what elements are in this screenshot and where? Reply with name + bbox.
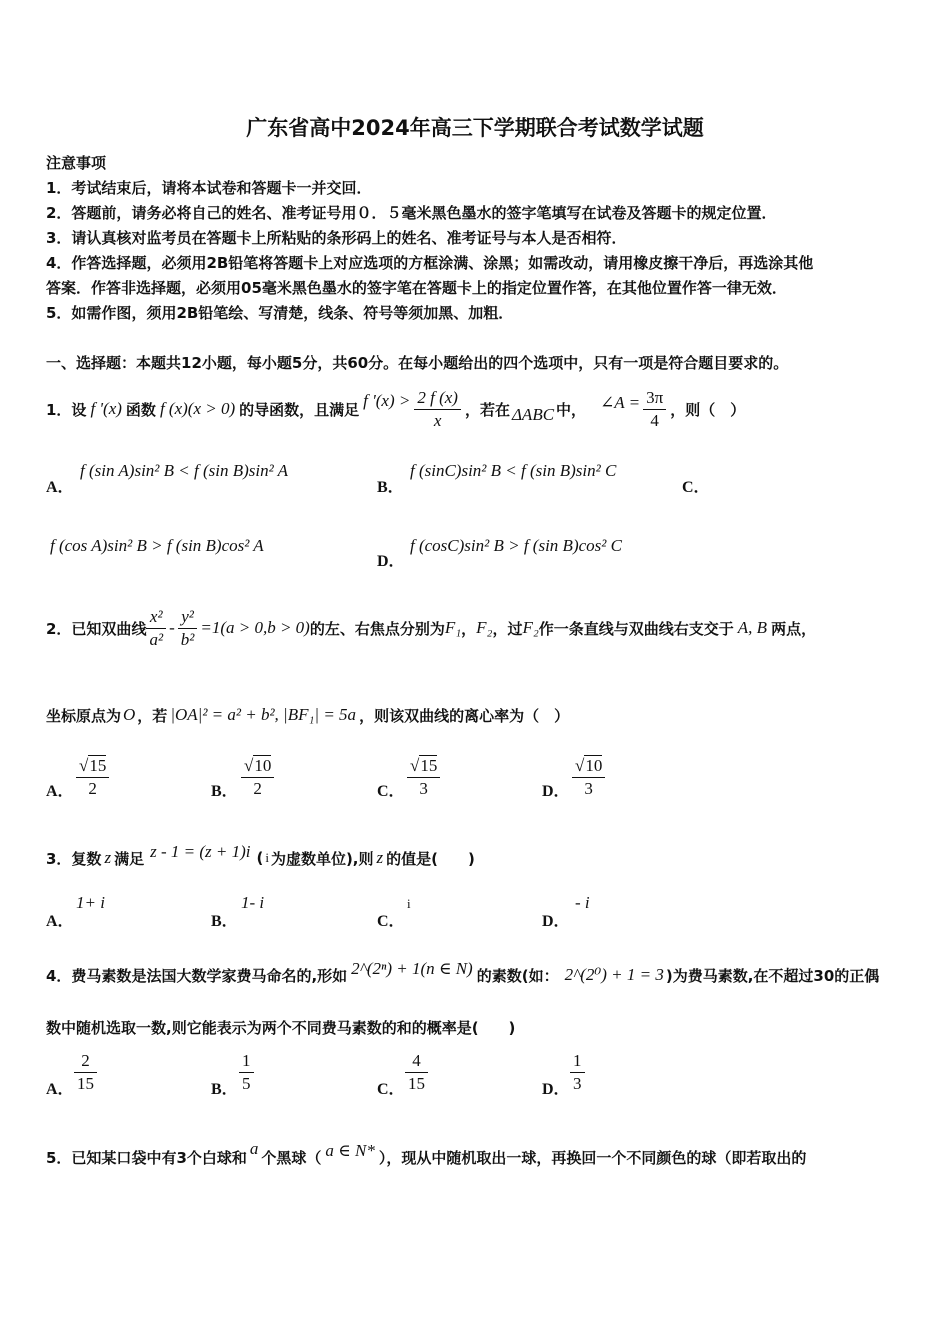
q5-text: ），现从中随机取出一球，再换回一个不同颜色的球（即若取出的	[378, 1148, 807, 1167]
notice-item: 5．如需作图，须用2B铅笔绘、写清楚，线条、符号等须加黑、加粗．	[46, 304, 514, 322]
q3-option-a[interactable]: 1+ i	[76, 893, 105, 912]
q3-option-c-label[interactable]: C．	[377, 913, 405, 930]
q1-text: ，若在	[464, 400, 510, 419]
q1-fraction: $\frac{2 f (x)}{x}$	[414, 387, 461, 432]
q2-option-a[interactable]: $\frac{√15}{2}$	[76, 755, 109, 800]
q3-text: 为虚数单位),则	[270, 849, 374, 868]
q2-text: 坐标原点为	[46, 706, 122, 725]
question-2-line2	[46, 700, 569, 730]
section-heading: 一、选择题：本题共12小题，每小题5分，共60分。在每小题给出的四个选项中，只有一项是符合题目要求的。	[46, 354, 789, 372]
question-4-line2: 数中随机选取一数,则它能表示为两个不同费马素数的和的概率是( )	[46, 1019, 516, 1037]
q1-option-b[interactable]: f (sinC)sin² B < f (sin B)sin² C	[410, 461, 617, 480]
q1-math: ∠A =	[600, 393, 641, 412]
notice-item: 4．作答选择题，必须用2B铅笔将答题卡上对应选项的方框涂满、涂黑；如需改动，请用橡皮擦干净后，再选涂其他	[46, 254, 814, 272]
q1-option-d[interactable]: f (cosC)sin² B > f (sin B)cos² C	[410, 536, 622, 555]
q4-math: 2^(2⁰) + 1 = 3	[564, 965, 664, 984]
q2-math: A, B	[737, 618, 768, 637]
notice-item: 2．答题前，请务必将自己的姓名、准考证号用０．５毫米黑色墨水的签字笔填写在试卷及答题卡的规定位置．	[46, 204, 777, 222]
q4-option-a-label[interactable]: A．	[46, 1081, 74, 1098]
question-3	[46, 843, 475, 873]
q1-math: f '(x) >	[363, 391, 411, 410]
q1-option-c-label[interactable]: C．	[682, 479, 710, 496]
q2-text: 两点，	[771, 619, 817, 638]
q5-math: a ∈ N*	[325, 1141, 375, 1160]
notice-item: 答案．作答非选择题，必须用05毫米黑色墨水的签字笔在答题卡上的指定位置作答，在其他位置作答一律无效．	[46, 279, 787, 297]
q2-option-c[interactable]: $\frac{√15}{3}$	[407, 755, 440, 800]
question-1	[46, 384, 745, 434]
q2-math: -	[169, 618, 175, 637]
q2-option-b-label[interactable]: B．	[211, 783, 238, 800]
q3-math: z	[376, 848, 384, 867]
q3-option-d-label[interactable]: D．	[542, 913, 570, 930]
q2-option-c-label[interactable]: C．	[377, 783, 405, 800]
q2-text: ，	[461, 619, 477, 638]
notice-item: 1．考试结束后，请将本试卷和答题卡一并交回．	[46, 179, 372, 197]
q5-text: 个黑球（	[261, 1148, 322, 1167]
q1-math: f (x)(x > 0)	[159, 399, 236, 418]
q1-fraction: $\frac{3\pi}{4}$	[643, 387, 666, 432]
q2-text: 作一条直线与双曲线右支交于	[538, 619, 734, 638]
q1-option-b-label[interactable]: B．	[377, 479, 404, 496]
notice-item: 3．请认真核对监考员在答题卡上所粘贴的条形码上的姓名、准考证号与本人是否相符．	[46, 229, 627, 247]
q4-text: )为费马素数,在不超过30的正偶	[665, 966, 880, 985]
q3-option-c[interactable]: i	[407, 896, 411, 911]
q4-math: 2^(2ⁿ) + 1(n ∈ N)	[351, 959, 473, 978]
q3-math: i	[265, 850, 269, 865]
q1-option-a[interactable]: f (sin A)sin² B < f (sin B)sin² A	[80, 461, 289, 480]
page-title: 广东省高中2024年高三下学期联合考试数学试题	[246, 116, 704, 140]
q5-math: a	[249, 1139, 259, 1158]
q4-option-c[interactable]: $\frac{4}{15}$	[405, 1050, 428, 1095]
q2-fraction: $\frac{\text{y²}}{\text{b²}}$	[178, 606, 198, 651]
q4-option-d[interactable]: $\frac{1}{3}$	[570, 1050, 585, 1095]
q3-text: (	[256, 849, 264, 867]
q1-text: 函数	[125, 400, 156, 419]
question-5	[46, 1139, 807, 1172]
q4-option-d-label[interactable]: D．	[542, 1081, 570, 1098]
q3-option-b-label[interactable]: B．	[211, 913, 238, 930]
q2-text: 2．已知双曲线	[46, 619, 147, 638]
q1-option-c[interactable]: f (cos A)sin² B > f (sin B)cos² A	[50, 536, 264, 555]
q1-text: 中，	[556, 400, 587, 419]
question-4	[46, 960, 879, 990]
question-2	[46, 600, 816, 656]
q2-text: 的左、右焦点分别为	[309, 619, 445, 638]
q3-option-b[interactable]: 1- i	[241, 893, 265, 912]
q3-text: 满足	[114, 849, 145, 868]
q3-text: 的值是( )	[386, 849, 475, 868]
q3-option-d[interactable]: - i	[575, 893, 590, 912]
q4-option-b[interactable]: $\frac{1}{5}$	[239, 1050, 254, 1095]
q1-option-a-label[interactable]: A．	[46, 479, 74, 496]
q1-option-d-label[interactable]: D．	[377, 553, 405, 570]
q3-option-a-label[interactable]: A．	[46, 913, 74, 930]
q3-math: z - 1 = (z + 1)i	[150, 842, 251, 861]
q2-text: ，则该双曲线的离心率为（ ）	[359, 706, 570, 725]
q3-math: z	[104, 848, 112, 867]
q2-math: |OA|² = a² + b², |BF₁| = 5a	[170, 705, 357, 724]
q1-text: 的导函数，且满足	[239, 400, 360, 419]
q2-math: F₂	[522, 618, 539, 637]
q2-math: F₁	[444, 618, 462, 637]
q4-text: 4．费马素数是法国大数学家费马命名的,形如	[46, 966, 348, 985]
q2-option-d[interactable]: $\frac{√10}{3}$	[572, 755, 605, 800]
q4-option-b-label[interactable]: B．	[211, 1081, 238, 1098]
q2-option-a-label[interactable]: A．	[46, 783, 74, 800]
notice-heading: 注意事项	[46, 154, 107, 172]
q2-math: =1(a > 0,b > 0)	[200, 618, 310, 637]
q5-text: 5．已知某口袋中有3个白球和	[46, 1148, 247, 1167]
q2-text: ，若	[137, 706, 168, 725]
q3-text: 3．复数	[46, 849, 102, 868]
q2-math: O	[123, 705, 136, 724]
q1-math: ΔABC	[511, 405, 555, 424]
q2-option-d-label[interactable]: D．	[542, 783, 570, 800]
q1-text: 1．设	[46, 400, 87, 419]
q4-option-c-label[interactable]: C．	[377, 1081, 405, 1098]
q2-text: ，过	[492, 619, 523, 638]
q1-text: ，则（ ）	[670, 400, 746, 419]
q2-fraction: $\frac{\text{x²}}{\text{a²}}$	[146, 606, 166, 651]
q2-option-b[interactable]: $\frac{√10}{2}$	[241, 755, 274, 800]
q4-option-a[interactable]: $\frac{2}{15}$	[74, 1050, 97, 1095]
q1-math: f '(x)	[90, 399, 122, 418]
q4-text: 的素数(如：	[476, 966, 559, 985]
q2-math: F₂	[476, 618, 493, 637]
